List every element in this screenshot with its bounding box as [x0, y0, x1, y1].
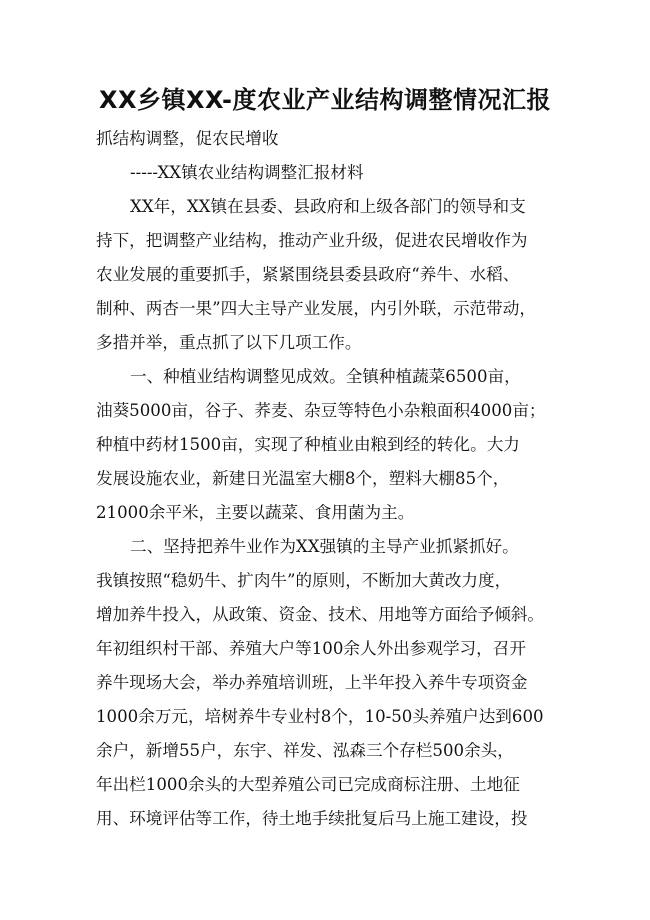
paragraph-line: 种植中药材1500亩，实现了种植业由粮到经的转化。大力: [96, 435, 520, 454]
sub-heading-line: -----XX镇农业结构调整汇报材料: [130, 163, 364, 182]
paragraph-line: XX年，XX镇在县委、县政府和上级各部门的领导和支: [130, 197, 526, 216]
paragraph-line: 油葵5000亩，谷子、荞麦、杂豆等特色小杂粮面积4000亩；: [96, 401, 546, 420]
paragraph-line: 我镇按照“稳奶牛、扩肉牛”的原则，不断加大黄改力度，: [96, 571, 512, 590]
paragraph-line: 制种、两杏一果”四大主导产业发展，内引外联，示范带动，: [96, 299, 536, 318]
document-body: [96, 122, 556, 836]
document-title: XX乡镇XX-度农业产业结构调整情况汇报: [98, 86, 552, 114]
paragraph-line: 年出栏1000余头的大型养殖公司已完成商标注册、土地征: [96, 775, 520, 794]
paragraph-line: 21000余平米，主要以蔬菜、食用菌为主。: [96, 503, 415, 522]
paragraph-line: 发展设施农业，新建日光温室大棚8个，塑料大棚85个，: [96, 469, 510, 488]
paragraph-line: 用、环境评估等工作，待土地手续批复后马上施工建设，投: [96, 809, 528, 828]
paragraph-line: 1000余万元，培树养牛专业村8个，10-50头养殖户达到600: [96, 707, 544, 726]
subtitle-line: 抓结构调整，促农民增收: [96, 129, 279, 148]
paragraph-line: 余户，新增55户，东宇、祥发、泓森三个存栏500余头，: [96, 741, 514, 760]
section-1-heading-line: 一、种植业结构调整见成效。全镇种植蔬菜6500亩，: [130, 367, 521, 386]
paragraph-line: 增加养牛投入，从政策、资金、技术、用地等方面给予倾斜。: [96, 605, 545, 624]
paragraph-line: 农业发展的重要抓手，紧紧围绕县委县政府“养牛、水稻、: [96, 265, 520, 284]
paragraph-line: 年初组织村干部、养殖大户等100余人外出参观学习，召开: [96, 639, 526, 658]
section-2-heading-line: 二、坚持把养牛业作为XX强镇的主导产业抓紧抓好。: [130, 537, 519, 556]
paragraph-line: 多措并举，重点抓了以下几项工作。: [96, 333, 362, 352]
paragraph-line: 养牛现场大会，举办养殖培训班，上半年投入养牛专项资金: [96, 673, 528, 692]
paragraph-line: 持下，把调整产业结构，推动产业升级，促进农民增收作为: [96, 231, 528, 250]
